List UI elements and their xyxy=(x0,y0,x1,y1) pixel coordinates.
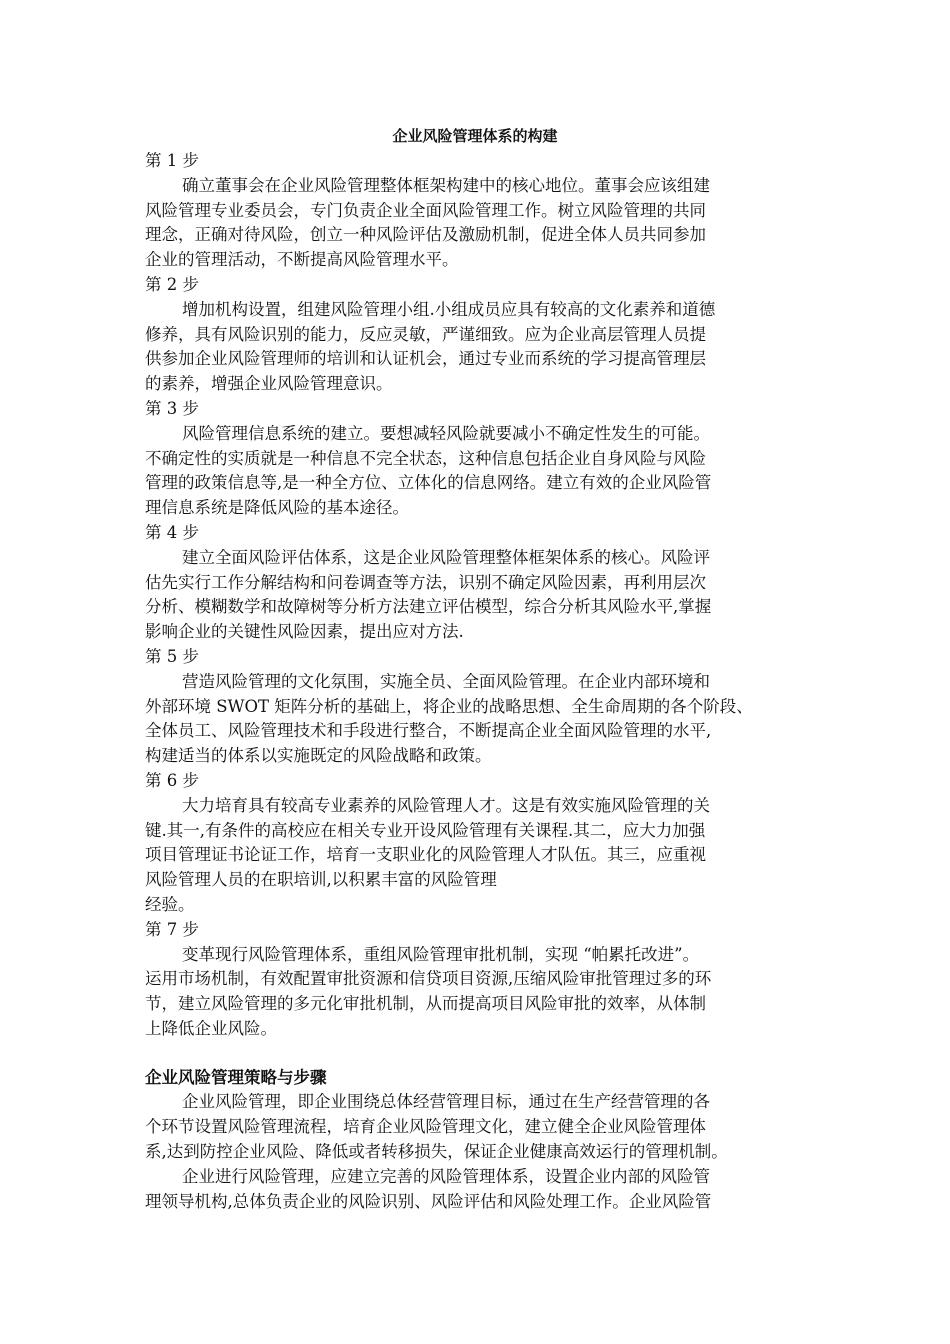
paragraph-line: 经验。 xyxy=(145,894,195,914)
paragraph-line: 供参加企业风险管理师的培训和认证机会，通过专业而系统的学习提高管理层 xyxy=(145,349,706,369)
paragraph-line: 风险管理人员的在职培训,以积累丰富的风险管理 xyxy=(145,870,497,890)
paragraph-line: 构建适当的体系以实施既定的风险战略和政策。 xyxy=(145,746,492,766)
paragraph-line: 风险管理专业委员会，专门负责企业全面风险管理工作。树立风险管理的共同 xyxy=(145,200,706,220)
paragraph-line: 理领导机构,总体负责企业的风险识别、风险评估和风险处理工作。企业风险管 xyxy=(145,1191,712,1211)
step-block xyxy=(145,769,825,918)
document-body xyxy=(145,149,825,1214)
paragraph-line: 建立全面风险评估体系，这是企业风险管理整体框架体系的核心。风险评 xyxy=(182,547,710,567)
step-label: 第 2 步 xyxy=(145,274,199,294)
paragraph-line: 系,达到防控企业风险、降低或者转移损失，保证企业健康高效运行的管理机制。 xyxy=(145,1142,728,1162)
paragraph-line: 大力培育具有较高专业素养的风险管理人才。这是有效实施风险管理的关 xyxy=(182,795,710,815)
step-block xyxy=(145,521,825,645)
section-heading: 企业风险管理策略与步骤 xyxy=(145,1067,327,1087)
paragraph-line: 外部环境 SWOT 矩阵分析的基础上，将企业的战略思想、全生命周期的各个阶段、 xyxy=(145,696,753,716)
paragraph-line: 变革现行风险管理体系，重组风险管理审批机制，实现 “帕累托改进”。 xyxy=(182,944,700,964)
step-block xyxy=(145,918,825,1042)
paragraph-line: 估先实行工作分解结构和问卷调查等方法，识别不确定风险因素，再利用层次 xyxy=(145,572,706,592)
paragraph-line: 管理的政策信息等,是一种全方位、立体化的信息网络。建立有效的企业风险管 xyxy=(145,473,712,493)
step-block xyxy=(145,397,825,521)
paragraph-line: 确立董事会在企业风险管理整体框架构建中的核心地位。董事会应该组建 xyxy=(182,175,710,195)
step-label: 第 6 步 xyxy=(145,770,199,790)
paragraph-line: 企业风险管理，即企业围绕总体经营管理目标，通过在生产经营管理的各 xyxy=(182,1092,710,1112)
paragraph-line: 分析、模糊数学和故障树等分析方法建立评估模型，综合分析其风险水平,掌握 xyxy=(145,597,712,617)
paragraph-line: 键.其一,有条件的高校应在相关专业开设风险管理有关课程.其二，应大力加强 xyxy=(145,820,706,840)
paragraph-line: 运用市场机制，有效配置审批资源和信贷项目资源,压缩风险审批管理过多的环 xyxy=(145,969,712,989)
paragraph-line: 理信息系统是降低风险的基本途径。 xyxy=(145,498,409,518)
paragraph-line: 的素养，增强企业风险管理意识。 xyxy=(145,374,393,394)
section-paragraph xyxy=(145,1090,825,1164)
paragraph-line: 影响企业的关键性风险因素，提出应对方法. xyxy=(145,622,464,642)
paragraph-line: 不确定性的实质就是一种信息不完全状态，这种信息包括企业自身风险与风险 xyxy=(145,448,706,468)
paragraph-line: 修养，具有风险识别的能力，反应灵敏，严谨细致。应为企业高层管理人员提 xyxy=(145,324,706,344)
paragraph-line: 营造风险管理的文化氛围，实施全员、全面风险管理。在企业内部环境和 xyxy=(182,671,710,691)
step-label: 第 4 步 xyxy=(145,522,199,542)
paragraph-line: 全体员工、风险管理技术和手段进行整合，不断提高企业全面风险管理的水平, xyxy=(145,721,712,741)
paragraph-line: 风险管理信息系统的建立。要想减轻风险就要减小不确定性发生的可能。 xyxy=(182,423,710,443)
step-block xyxy=(145,273,825,397)
step-label: 第 5 步 xyxy=(145,646,199,666)
paragraph-line: 理念，正确对待风险，创立一种风险评估及激励机制，促进全体人员共同参加 xyxy=(145,225,706,245)
paragraph-line: 增加机构设置，组建风险管理小组.小组成员应具有较高的文化素养和道德 xyxy=(182,299,716,319)
step-label: 第 3 步 xyxy=(145,398,199,418)
step-label: 第 1 步 xyxy=(145,151,199,170)
paragraph-line: 项目管理证书论证工作，培育一支职业化的风险管理人才队伍。其三，应重视 xyxy=(145,845,706,865)
paragraph-line: 企业进行风险管理，应建立完善的风险管理体系，设置企业内部的风险管 xyxy=(182,1166,710,1186)
paragraph-line: 个环节设置风险管理流程，培育企业风险管理文化，建立健全企业风险管理体 xyxy=(145,1117,706,1137)
step-block xyxy=(145,645,825,769)
paragraph-line: 企业的管理活动，不断提高风险管理水平。 xyxy=(145,250,459,270)
section-paragraph xyxy=(145,1165,825,1215)
paragraph-line: 节，建立风险管理的多元化审批机制，从而提高项目风险审批的效率，从体制 xyxy=(145,994,706,1014)
document-title: 企业风险管理体系的构建 xyxy=(392,127,558,145)
step-block xyxy=(145,149,825,273)
step-label: 第 7 步 xyxy=(145,919,199,939)
paragraph-line: 上降低企业风险。 xyxy=(145,1018,277,1038)
